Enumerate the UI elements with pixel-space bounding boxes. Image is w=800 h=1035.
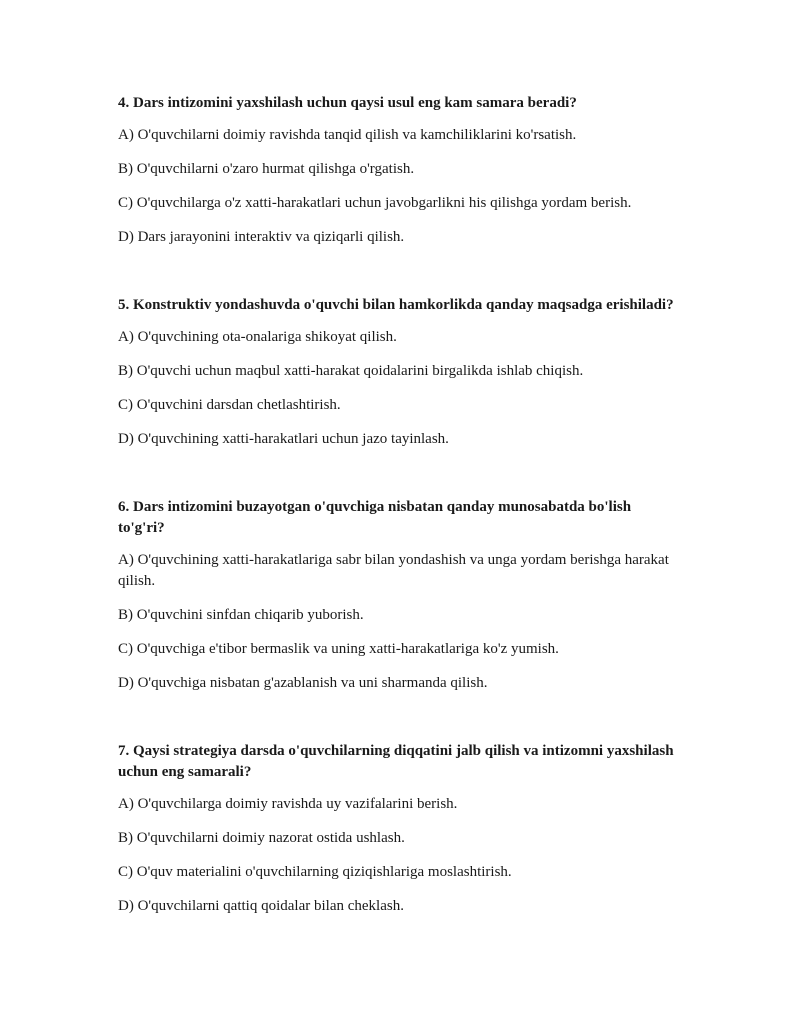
- option-d: D) Dars jarayonini interaktiv va qiziqarli qilish.: [118, 229, 405, 245]
- option-c: C) O'quvchilarga o'z xatti-harakatlari uchun javobgarlikni his qilishga yordam berish.: [118, 195, 632, 211]
- option-b: B) O'quvchi uchun maqbul xatti-harakat qoidalarini birgalikda ishlab chiqish.: [118, 363, 584, 379]
- question-title: 5. Konstruktiv yondashuvda o'quvchi bilan hamkorlikda qanday maqsadga erishiladi?: [118, 297, 674, 313]
- option-a: A) O'quvchining ota-onalariga shikoyat qilish.: [118, 329, 397, 345]
- option-a: A) O'quvchining xatti-harakatlariga sabr bilan yondashish va unga yordam berishga harakat qilish.: [118, 552, 669, 589]
- option-b: B) O'quvchilarni doimiy nazorat ostida ushlash.: [118, 830, 405, 846]
- option-d: D) O'quvchilarni qattiq qoidalar bilan cheklash.: [118, 898, 404, 914]
- option-d: D) O'quvchining xatti-harakatlari uchun jazo tayinlash.: [118, 431, 449, 447]
- question-6: [118, 497, 678, 694]
- option-b: B) O'quvchini sinfdan chiqarib yuborish.: [118, 607, 364, 623]
- option-d: D) O'quvchiga nisbatan g'azablanish va uni sharmanda qilish.: [118, 675, 488, 691]
- question-title: 6. Dars intizomini buzayotgan o'quvchiga nisbatan qanday munosabatda bo'lish to'g'ri?: [118, 499, 632, 536]
- question-5: [118, 295, 678, 450]
- option-a: A) O'quvchilarni doimiy ravishda tanqid qilish va kamchiliklarini ko'rsatish.: [118, 127, 577, 143]
- option-c: C) O'quvchiga e'tibor bermaslik va uning xatti-harakatlariga ko'z yumish.: [118, 641, 559, 657]
- option-c: C) O'quv materialini o'quvchilarning qiziqishlariga moslashtirish.: [118, 864, 512, 880]
- question-7: [118, 741, 678, 917]
- option-c: C) O'quvchini darsdan chetlashtirish.: [118, 397, 341, 413]
- question-4: [118, 93, 678, 248]
- option-b: B) O'quvchilarni o'zaro hurmat qilishga o'rgatish.: [118, 161, 415, 177]
- question-title: 7. Qaysi strategiya darsda o'quvchilarning diqqatini jalb qilish va intizomni yaxshilash uchun eng samarali?: [118, 743, 674, 780]
- document-page: [118, 93, 678, 964]
- question-title: 4. Dars intizomini yaxshilash uchun qaysi usul eng kam samara beradi?: [118, 95, 577, 111]
- option-a: A) O'quvchilarga doimiy ravishda uy vazifalarini berish.: [118, 796, 458, 812]
